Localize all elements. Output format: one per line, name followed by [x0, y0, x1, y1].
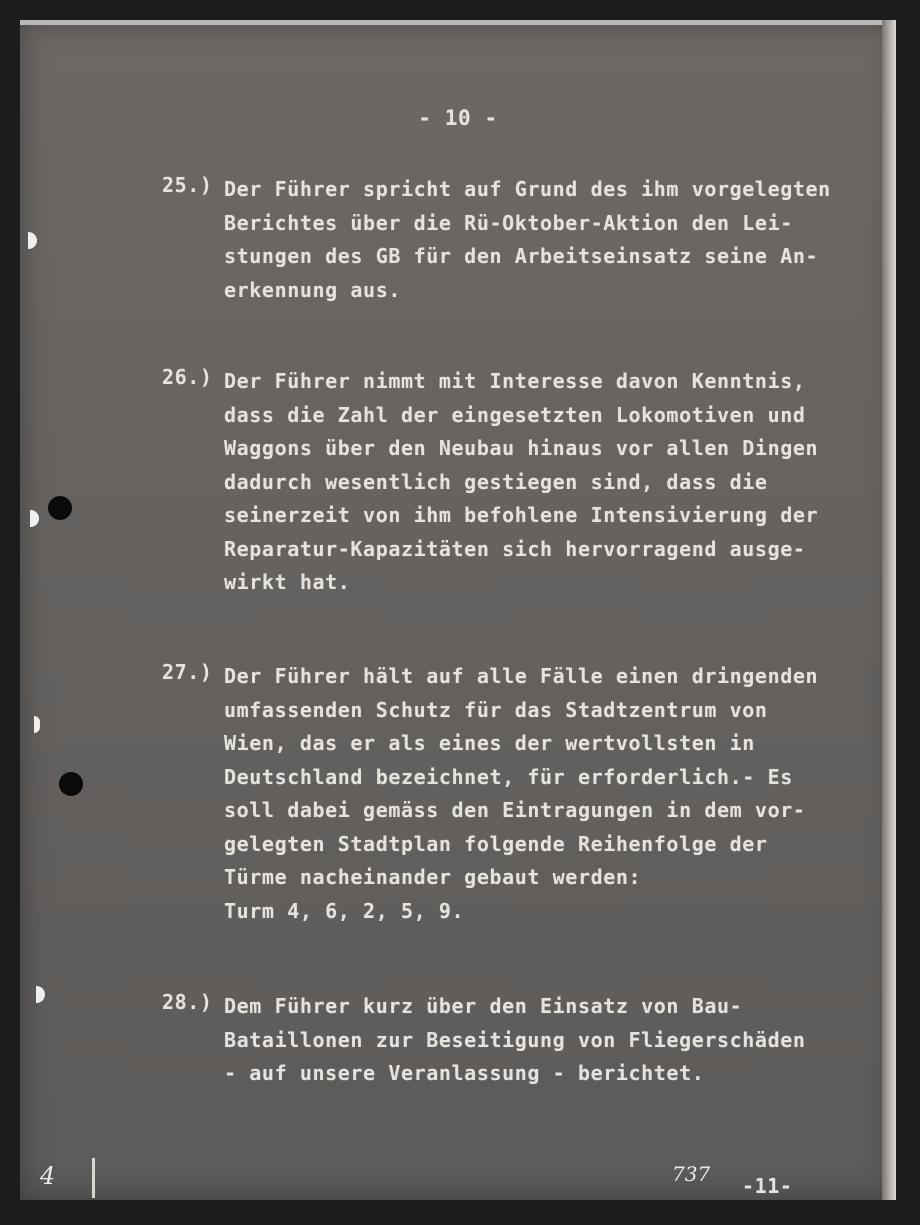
footer-next-page-number: -11- [742, 1174, 793, 1198]
punch-hole [59, 772, 83, 796]
paragraph-number: 25.) [162, 173, 213, 197]
text-line: Der Führer hält auf alle Fälle einen dringenden [224, 664, 819, 688]
page-right-edge [882, 20, 896, 1200]
paragraph-number: 26.) [162, 365, 213, 389]
text-line: wirkt hat. [224, 570, 351, 594]
text-line: Reparatur-Kapazitäten sich hervorragend ausge- [224, 536, 806, 561]
text-line: dadurch wesentlich gestiegen sind, dass die [224, 469, 768, 494]
handwritten-corner-number: 4 [40, 1162, 56, 1190]
text-line: Türme nacheinander gebaut werden: [224, 865, 642, 889]
page-top-edge [20, 20, 896, 25]
text-line: Waggons über den Neubau hinaus vor allen Dingen [224, 436, 819, 460]
paragraph-number: 28.) [162, 990, 213, 1014]
text-line: dass die Zahl der eingesetzten Lokomotiven und [224, 402, 806, 427]
text-line: soll dabei gemäss den Eintragungen in dem vor- [224, 798, 806, 822]
paragraph-text [224, 173, 831, 307]
paragraph-text [224, 990, 806, 1091]
text-line: Dem Führer kurz über den Einsatz von Bau- [224, 994, 743, 1018]
handwritten-folio-number: 737 [672, 1162, 711, 1186]
text-line: erkennung aus. [224, 277, 401, 302]
text-line: Bataillonen zur Beseitigung von Fliegerschäden [224, 1027, 806, 1052]
text-line: Der Führer spricht auf Grund des ihm vorgelegten [224, 177, 831, 201]
paragraph-text [224, 660, 818, 928]
punch-hole [48, 496, 72, 520]
paragraph-text [224, 365, 818, 600]
corner-stamp-box [20, 1158, 95, 1198]
text-line: umfassenden Schutz für das Stadtzentrum von [224, 697, 768, 722]
document-page [20, 20, 896, 1200]
text-line: Wien, das er als eines der wertvollsten in [224, 731, 755, 755]
text-line: - auf unsere Veranlassung - berichtet. [224, 1061, 705, 1085]
text-line: seinerzeit von ihm befohlene Intensivierung der [224, 503, 819, 527]
text-line: stungen des GB für den Arbeitseinsatz seine An- [224, 244, 819, 268]
text-line: Berichtes über die Rü-Oktober-Aktion den Lei- [224, 210, 793, 235]
text-line: Turm 4, 6, 2, 5, 9. [224, 898, 465, 923]
text-line: Der Führer nimmt mit Interesse davon Kenntnis, [224, 369, 806, 393]
text-line: Deutschland bezeichnet, für erforderlich.- Es [224, 764, 793, 789]
page-number: - 10 - [418, 106, 498, 130]
text-line: gelegten Stadtplan folgende Reihenfolge der [224, 831, 768, 856]
paragraph-number: 27.) [162, 660, 213, 684]
